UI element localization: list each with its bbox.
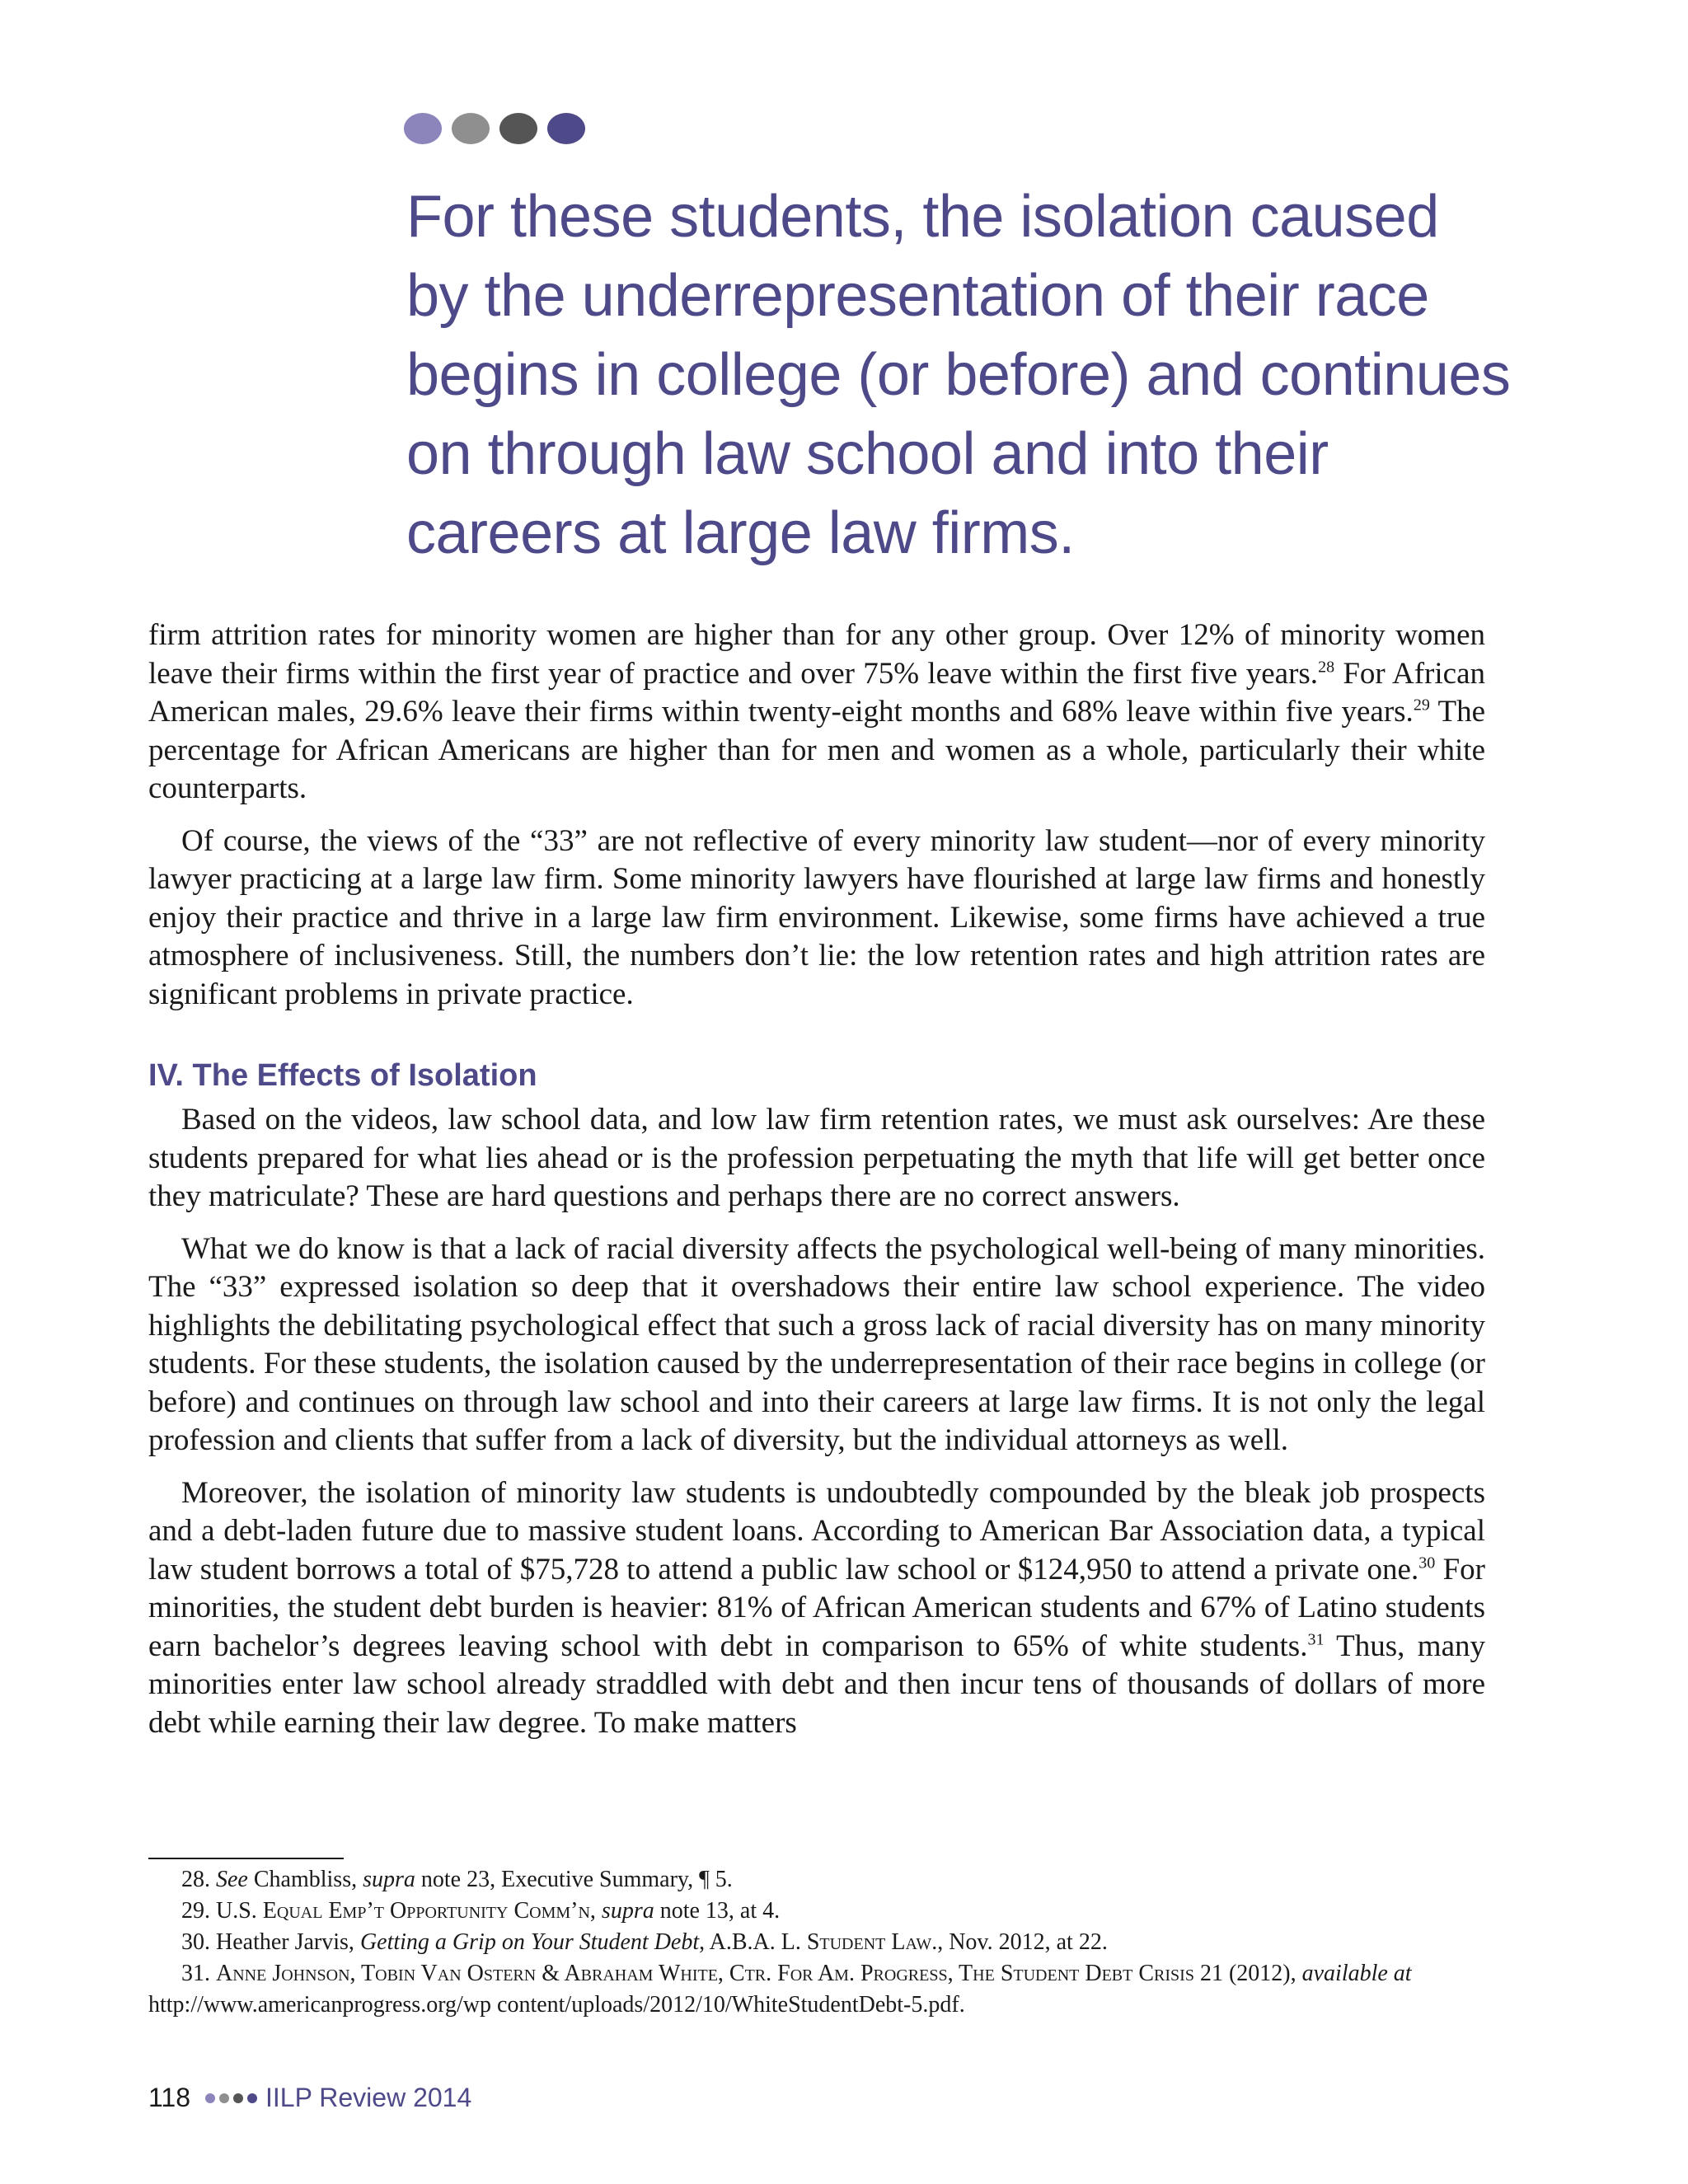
footnote-text: , A.B.A. L.	[699, 1929, 807, 1955]
footnote-text: note 23, Executive Summary, ¶ 5.	[415, 1867, 733, 1892]
dot-gray	[452, 113, 490, 144]
footer-dot	[219, 2093, 229, 2103]
body-text	[148, 616, 1485, 1756]
footnote-text: note 13, at 4.	[654, 1898, 781, 1924]
dot-dark-gray	[499, 113, 537, 144]
footer-dot	[233, 2093, 243, 2103]
pull-quote-line: For these students, the isolation caused	[406, 184, 1439, 250]
publication-name: IILP Review 2014	[265, 2083, 472, 2112]
small-caps-text: Anne Johnson, Tobin Van Ostern & Abraham White, Ctr. For Am. Progress, The Student Debt Crisis	[216, 1961, 1194, 1986]
footnote-28	[148, 1864, 1485, 1896]
section-heading: IV. The Effects of Isolation	[148, 1058, 537, 1093]
signal-italic: available at	[1301, 1961, 1412, 1986]
footnote-29	[148, 1896, 1485, 1927]
footnote-url[interactable]: http://www.americanprogress.org/wp content/uploads/2012/10/WhiteStudentDebt-5.pdf.	[148, 1992, 965, 2018]
footnote-number: 31.	[181, 1961, 216, 1986]
decorative-dots	[404, 113, 585, 144]
footer-dot	[205, 2093, 215, 2103]
footnote-number: 30.	[181, 1929, 216, 1955]
footnote-text: Heather Jarvis,	[216, 1929, 360, 1955]
footnote-number: 29.	[181, 1898, 216, 1924]
footnote-text: , Nov. 2012, at 22.	[937, 1929, 1108, 1955]
footnote-text: Chambliss,	[247, 1867, 363, 1892]
footer-dot	[247, 2093, 257, 2103]
small-caps-text: Student Law.	[806, 1929, 938, 1955]
footnote-ref-31[interactable]: 31	[1307, 1630, 1325, 1649]
paragraph-text: For minorities, the student debt burden is heavier: 81% of African American students and 67% of Latino students earn bachelor’s degrees leaving school with debt in comparison to 65% of white students.	[148, 1552, 1485, 1663]
supra-italic: supra	[601, 1898, 654, 1924]
article-title-italic: Getting a Grip on Your Student Debt	[359, 1929, 700, 1955]
paragraph: What we do know is that a lack of racial diversity affects the psychological well-being of many minorities. The “33” expressed isolation so deep that it overshadows their entire law school experience. The video highlights the debilitating psychological effect that such a gross lack of racial diversity has on many minority students. For these students, the isolation caused by the underrepresentation of their race begins in college (or before) and continues on through law school and into their careers at large law firms. It is not only the legal profession and clients that suffer from a lack of diversity, but the individual attorneys as well.	[148, 1231, 1485, 1457]
footnote-31	[148, 1958, 1485, 2021]
page-footer	[148, 2083, 471, 2113]
paragraph	[148, 616, 1485, 808]
dot-light-purple	[404, 113, 442, 144]
pull-quote-line: on through law school and into their	[406, 421, 1329, 487]
footnote-ref-28[interactable]: 28	[1318, 658, 1335, 677]
footer-dots	[205, 2093, 257, 2103]
page-number: 118	[148, 2083, 191, 2112]
paragraph	[148, 1474, 1485, 1743]
signal-italic: See	[216, 1867, 248, 1892]
footnote-ref-29[interactable]: 29	[1413, 696, 1430, 715]
dot-purple	[547, 113, 585, 144]
paragraph-text: The percentage for African Americans are higher than for men and women as a whole, particularly their white counterparts.	[148, 695, 1485, 805]
footnote-ref-30[interactable]: 30	[1418, 1554, 1436, 1572]
pull-quote-line: by the underrepresentation of their race	[406, 263, 1429, 329]
paragraph-text: Thus, many minorities enter law school already straddled with debt and then incur tens of thousands of dollars of more debt while earning their law degree. To make matters	[148, 1629, 1485, 1740]
small-caps-text: U.S. Equal Emp’t Opportunity Comm’n	[216, 1898, 590, 1924]
pull-quote-line: careers at large law firms.	[406, 500, 1075, 566]
paragraph-text: Moreover, the isolation of minority law students is undoubtedly compounded by the bleak job prospects and a debt-laden future due to massive student loans. According to American Bar Association data, a typical law student borrows a total of $75,728 to attend a public law school or $124,950 to attend a private one.	[148, 1475, 1485, 1586]
footnotes	[148, 1864, 1485, 2021]
paragraph-text: For African American males, 29.6% leave their firms within twenty-eight months and 68% leave within five years.	[148, 656, 1485, 729]
paragraph: Based on the videos, law school data, and low law firm retention rates, we must ask ourselves: Are these students prepared for what lies ahead or is the profession perpetuating the myth that life will get better once they matriculate? These are hard questions and perhaps there are no correct answers.	[148, 1103, 1485, 1213]
pull-quote-line: begins in college (or before) and continues	[406, 342, 1511, 408]
paragraph-text: firm attrition rates for minority women are higher than for any other group. Over 12% of minority women leave their firms within the first year of practice and over 75% leave within the first five years.	[148, 618, 1485, 691]
footnote-text: ,	[589, 1898, 602, 1924]
footnote-divider	[148, 1858, 344, 1859]
supra-italic: supra	[363, 1867, 415, 1892]
footnote-30	[148, 1927, 1485, 1958]
footnote-text: 21 (2012),	[1193, 1961, 1302, 1986]
paragraph: Of course, the views of the “33” are not reflective of every minority law student—nor of every minority lawyer practicing at a large law firm. Some minority lawyers have flourished at large law firms and honestly enjoy their practice and thrive in a large law firm environment. Likewise, some firms have achieved a true atmosphere of inclusiveness. Still, the numbers don’t lie: the low retention rates and high attrition rates are significant problems in private practice.	[148, 823, 1485, 1011]
pull-quote	[406, 177, 1511, 573]
footnote-number: 28.	[181, 1867, 216, 1892]
